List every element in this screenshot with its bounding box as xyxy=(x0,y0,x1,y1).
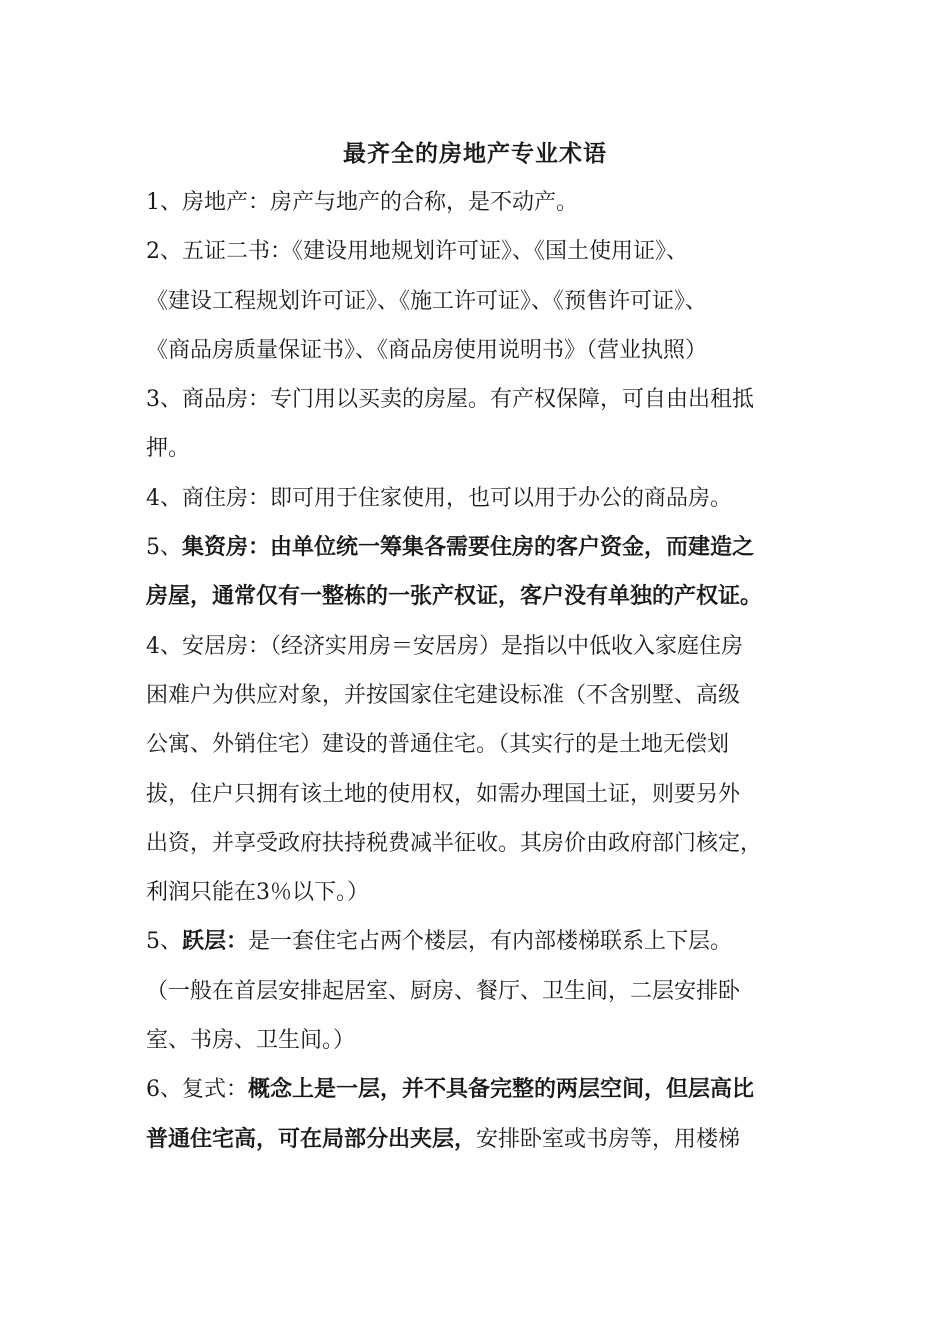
paragraph-line: （一般在首层安排起居室、厨房、餐厅、卫生间，二层安排卧 xyxy=(146,978,741,1004)
document-title: 最齐全的房地产专业术语 xyxy=(343,140,607,167)
paragraph-line xyxy=(146,1065,806,1114)
paragraph-line: 4、商住房：即可用于住家使用，也可以用于办公的商品房。 xyxy=(146,485,732,511)
paragraph-line: 公寓、外销住宅）建设的普通住宅。（其实行的是土地无偿划 xyxy=(146,732,730,758)
paragraph-line: 房屋，通常仅有一整栋的一张产权证，客户没有单独的产权证。 xyxy=(146,583,763,610)
item-number: 5、 xyxy=(146,535,182,561)
plain-text: 是一套住宅占两个楼层，有内部楼梯联系上下层。 xyxy=(248,929,733,955)
paragraph-line: 4、安居房：（经济实用房＝安居房）是指以中低收入家庭住房 xyxy=(146,633,743,659)
paragraph-line xyxy=(146,1115,806,1164)
paragraph-line: 1、房地产：房产与地产的合称，是不动产。 xyxy=(146,190,578,215)
paragraph-line: 2、五证二书：《建设用地规划许可证》、《国土使用证》、 xyxy=(146,239,688,265)
paragraph-line: 出资，并享受政府扶持税费减半征收。其房价由政府部门核定， xyxy=(146,830,763,856)
paragraph-line: 《商品房质量保证书》、《商品房使用说明书》（营业执照） xyxy=(146,337,708,363)
paragraph-line xyxy=(146,523,806,572)
bold-text: 概念上是一层，并不具备完整的两层空间，但层高比 xyxy=(248,1076,755,1103)
paragraph-line: 室、书房、卫生间。） xyxy=(146,1028,356,1054)
item-number: 5、 xyxy=(146,929,182,955)
paragraph-line: 拔，住户只拥有该土地的使用权，如需办理国土证，则要另外 xyxy=(146,781,741,807)
paragraph-line: 利润只能在3％以下。） xyxy=(146,880,369,906)
paragraph-line: 3、商品房：专门用以买卖的房屋。有产权保障，可自由出租抵 xyxy=(146,387,754,413)
paragraph-line: 押。 xyxy=(146,436,191,462)
bold-text: 普通住宅高，可在局部分出夹层， xyxy=(146,1125,477,1152)
paragraph-line: 困难户为供应对象，并按国家住宅建设标准（不含别墅、高级 xyxy=(146,682,741,708)
bold-text: 集资房：由单位统一筹集各需要住房的客户资金，而建造之 xyxy=(182,534,755,561)
paragraph-line xyxy=(146,917,806,966)
plain-text: 安排卧室或书房等，用楼梯 xyxy=(476,1126,741,1152)
plain-text: 6、复式： xyxy=(146,1077,248,1103)
paragraph-line: 《建设工程规划许可证》、《施工许可证》、《预售许可证》、 xyxy=(146,288,708,314)
document-body xyxy=(146,178,806,1164)
bold-text: 跃层： xyxy=(182,928,249,955)
